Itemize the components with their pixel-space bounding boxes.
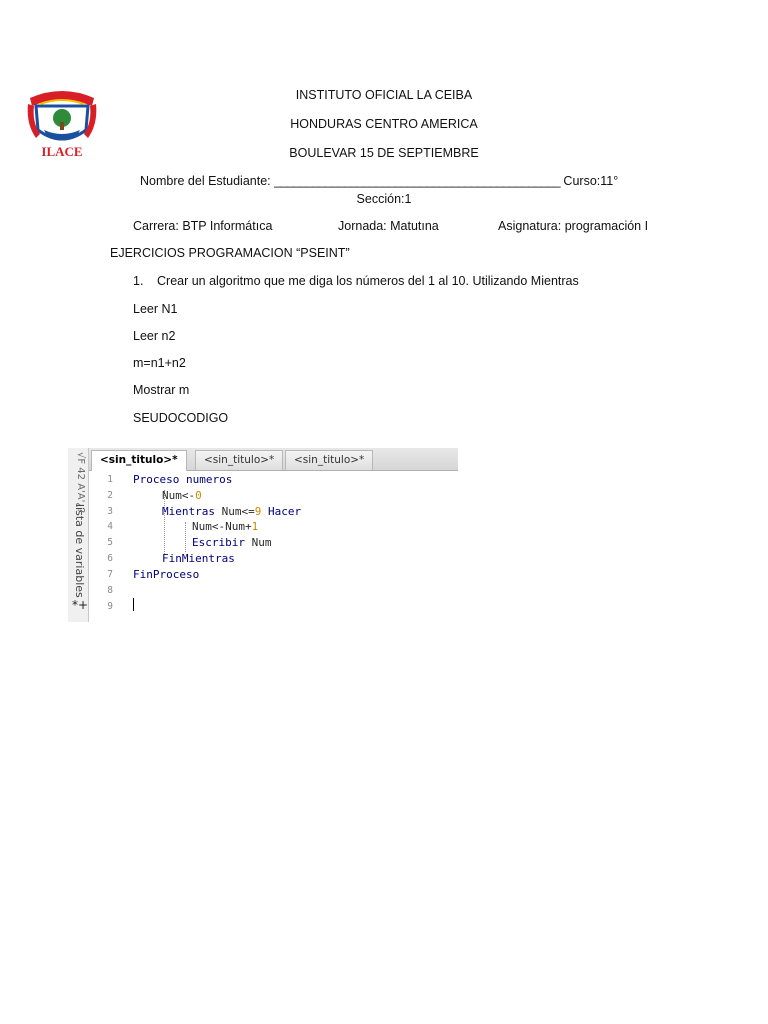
code-number: 1 <box>251 520 259 533</box>
code-line-2[interactable] <box>162 489 202 502</box>
code-keyword: Escribir <box>192 536 245 549</box>
line-number: 4 <box>107 521 113 532</box>
code-line-5[interactable] <box>192 536 271 549</box>
code-keyword: Proceso numeros <box>133 473 233 486</box>
code-keyword: FinProceso <box>133 568 200 581</box>
pseint-editor <box>68 448 458 622</box>
exercises-heading: EJERCICIOS PROGRAMACION “PSEINT” <box>110 246 350 260</box>
editor-tabbar <box>89 448 458 471</box>
institute-title: INSTITUTO OFICIAL LA CEIBA <box>295 88 473 102</box>
side-toolbar-icons[interactable]: √F 42 A'A'¿? <box>75 452 86 514</box>
line-number: 9 <box>107 601 113 612</box>
student-name-label: Nombre del Estudiante: <box>140 174 275 188</box>
subject-label: Asignatura: programación I <box>498 219 649 233</box>
career-label: Carrera: BTP Informátıca <box>133 219 273 233</box>
line-number: 1 <box>107 474 113 485</box>
exercise-1-text: Crear un algoritmo que me diga los números del 1 al 10. Utilizando Mientras <box>157 274 579 288</box>
line-number: 8 <box>107 585 113 596</box>
code-keyword: Mientras <box>162 505 215 518</box>
line-number: 6 <box>107 553 113 564</box>
code-keyword: FinMientras <box>162 552 235 565</box>
pseudo-line: Leer n2 <box>133 329 176 343</box>
student-name-blank: _____________________________________________ <box>274 174 560 188</box>
code-line-3[interactable] <box>162 505 301 518</box>
code-identifier: Num<= <box>214 505 255 518</box>
code-keyword: Hacer <box>261 505 302 518</box>
code-number: 0 <box>195 489 202 502</box>
code-number: 9 <box>254 505 262 518</box>
exercise-1-number: 1. <box>133 274 144 288</box>
svg-text:ILACE: ILACE <box>41 144 83 159</box>
code-line-1[interactable] <box>133 473 232 486</box>
code-identifier: Num<-Num+ <box>192 520 252 533</box>
tab-sin-titulo-2[interactable]: <sin_titulo>* <box>195 450 283 470</box>
pseudo-line: m=n1+n2 <box>133 356 186 370</box>
tab-sin-titulo-1[interactable]: <sin_titulo>* <box>91 450 187 471</box>
line-number-gutter <box>89 471 121 622</box>
line-number: 3 <box>107 506 113 517</box>
variables-list-tab[interactable]: lista de variables <box>73 504 86 598</box>
line-number: 7 <box>107 569 113 580</box>
section-label: Sección:1 <box>356 192 412 206</box>
code-line-7[interactable] <box>133 568 199 581</box>
shift-label: Jornada: Matutına <box>338 219 439 233</box>
country-title: HONDURAS CENTRO AMERICA <box>290 117 478 131</box>
editor-side-panel <box>68 448 89 622</box>
pseudo-line: Leer N1 <box>133 302 178 316</box>
course-label: Curso:11° <box>559 174 619 188</box>
pseudo-line: SEUDOCODIGO <box>133 411 229 425</box>
code-line-6[interactable] <box>162 552 235 565</box>
indent-guide <box>185 522 186 552</box>
code-identifier: Num<- <box>162 489 196 502</box>
code-identifier: Num <box>244 536 272 549</box>
code-line-4[interactable] <box>192 520 258 533</box>
tab-sin-titulo-3[interactable]: <sin_titulo>* <box>285 450 373 470</box>
side-bottom-controls[interactable]: *+ <box>72 598 89 612</box>
text-cursor <box>133 598 134 611</box>
line-number: 5 <box>107 537 113 548</box>
line-number: 2 <box>107 490 113 501</box>
pseudo-line: Mostrar m <box>133 383 190 397</box>
student-line <box>140 174 618 188</box>
address-title: BOULEVAR 15 DE SEPTIEMBRE <box>289 146 479 160</box>
